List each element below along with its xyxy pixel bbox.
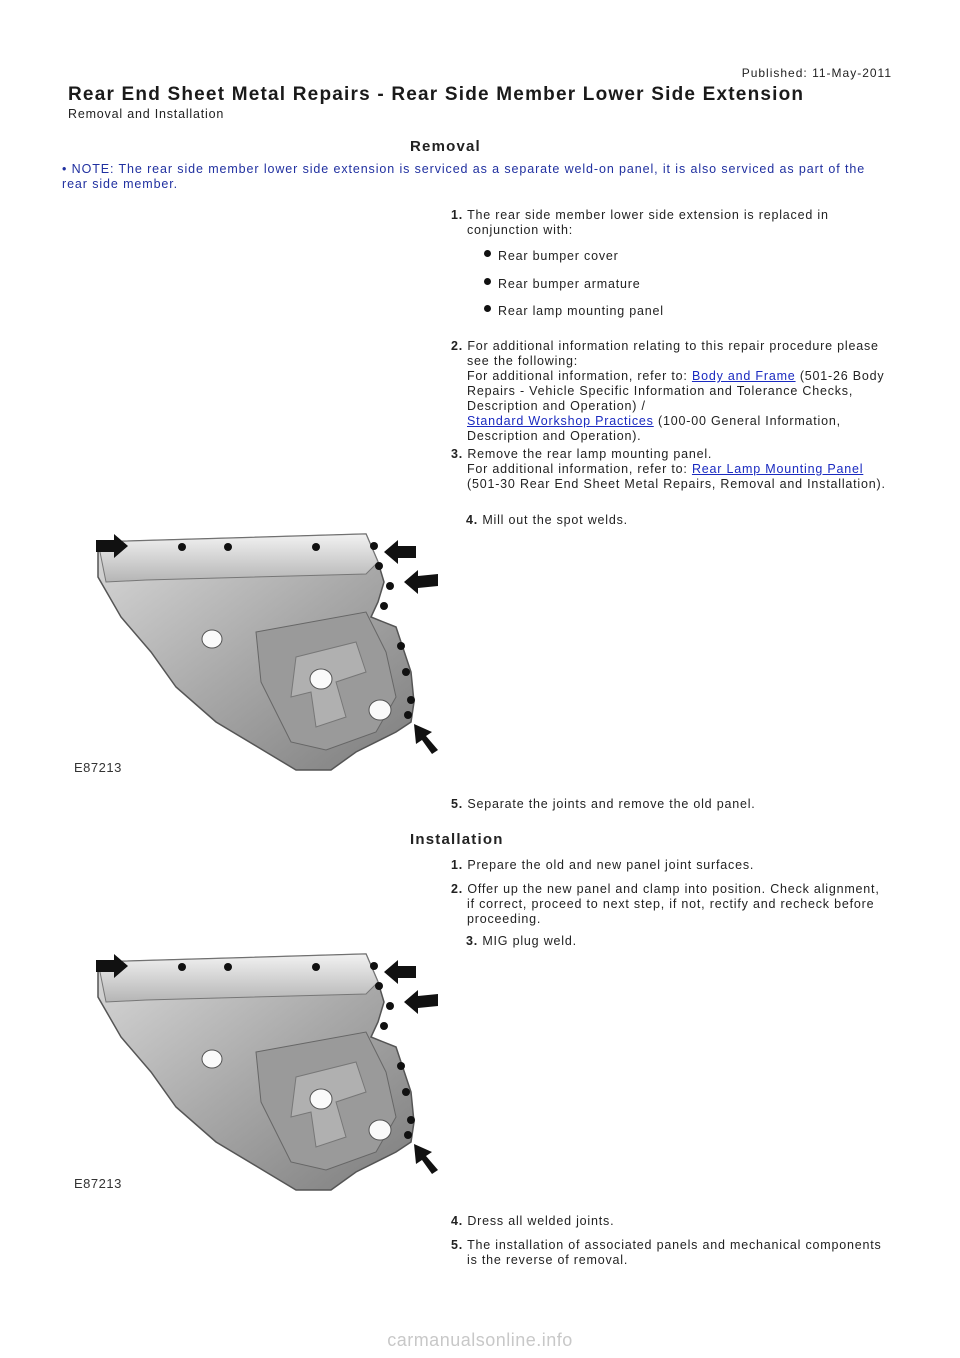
step-text: The rear side member lower side extension is replaced in conjunction with: [467, 208, 829, 237]
bullet-icon [484, 305, 491, 312]
installation-heading: Installation [410, 831, 504, 848]
figure-id: E87213 [74, 1176, 122, 1191]
step-number: 1. [451, 208, 464, 222]
installation-step-1: 1. Prepare the old and new panel joint surfaces. [451, 858, 755, 872]
watermark: carmanualsonline.info [387, 1330, 573, 1350]
page-title: Rear End Sheet Metal Repairs - Rear Side Member Lower Side Extension [68, 84, 805, 105]
removal-step-1 [451, 208, 891, 238]
installation-step-2: 2. Offer up the new panel and clamp into position. Check alignment, if correct, proceed to next step, if not, rectify and recheck before proceeding. [451, 882, 880, 926]
removal-note: • NOTE: The rear side member lower side extension is serviced as a separate weld-on panel, it is also serviced as part of the rear side member. [62, 162, 866, 191]
bullet-item: Rear bumper cover [484, 249, 619, 263]
installation-step-4: 4. Dress all welded joints. [451, 1214, 615, 1228]
installation-step-5: 5. The installation of associated panels and mechanical components is the reverse of removal. [451, 1238, 882, 1267]
removal-step-2: 2. For additional information relating to this repair procedure please see the following: For additional information, refer to: Body and Frame (501-26 Body Repairs - Vehicle Specific Information and Tolerance Checks, Description and Operation) / Standard Workshop Practices (100-00 General Information, Description and Operation). [451, 339, 885, 443]
link-body-and-frame[interactable]: Body and Frame [691, 369, 796, 383]
installation-step-3: 3. MIG plug weld. [466, 934, 577, 948]
bullet-item: Rear lamp mounting panel [484, 304, 664, 318]
removal-step-4: 4. Mill out the spot welds. [466, 513, 628, 527]
bullet-item: Rear bumper armature [484, 277, 640, 291]
removal-step-5: 5. Separate the joints and remove the old panel. [451, 797, 756, 811]
bullet-icon [484, 278, 491, 285]
removal-heading: Removal [410, 138, 481, 155]
link-rear-lamp-mounting-panel[interactable]: Rear Lamp Mounting Panel [691, 462, 864, 476]
removal-step-3: 3. Remove the rear lamp mounting panel. For additional information, refer to: Rear Lamp Mounting Panel (501-30 Rear End Sheet Metal Repairs, Removal and Installation). [451, 447, 886, 491]
link-standard-workshop-practices[interactable]: Standard Workshop Practices [467, 414, 654, 428]
panel-illustration [66, 942, 466, 1192]
page-subtitle: Removal and Installation [68, 107, 225, 121]
figure-id: E87213 [74, 760, 122, 775]
published-date: Published: 11-May-2011 [741, 66, 892, 80]
bullet-icon [484, 250, 491, 257]
panel-illustration [66, 522, 466, 772]
